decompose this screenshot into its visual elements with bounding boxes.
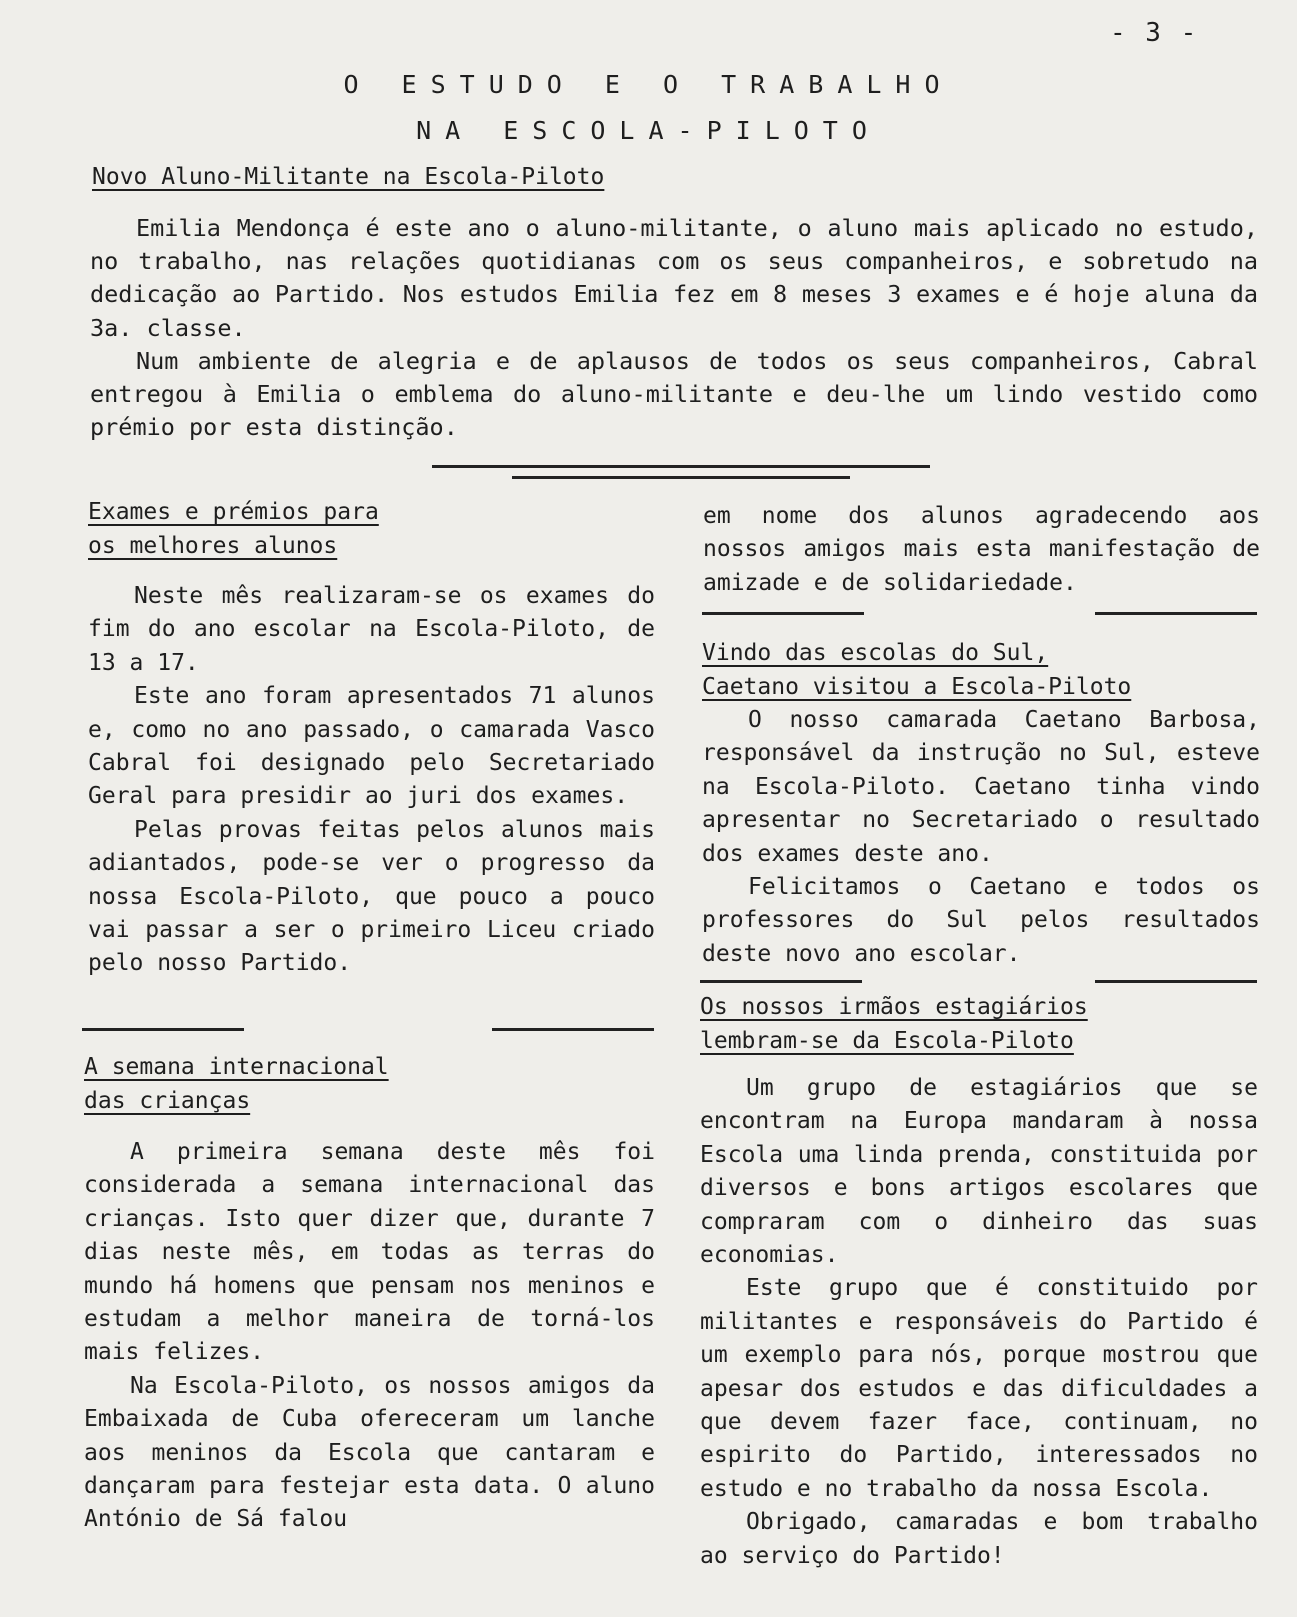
article-1-heading: Novo Aluno-Militante na Escola-Piloto — [92, 164, 605, 190]
article-1-paragraph-2: Num ambiente de alegria e de aplausos de todos os seus companheiros, Cabral entregou à Emilia o emblema do aluno-militante e deu-lhe um lindo vestido como prémio por esta distinção. — [90, 346, 1258, 442]
article-3-paragraph-2: Na Escola-Piloto, os nossos amigos da Embaixada de Cuba ofereceram um lanche aos meninos da Escola que cantaram e dançaram para festejar esta data. O aluno António de Sá falou — [84, 1372, 655, 1533]
column-rule-right-2 — [1095, 612, 1257, 615]
article-2-paragraph-2: Este ano foram apresentados 71 alunos e, como no ano passado, o camarada Vasco Cabral foi designado pelo Secretariado Geral para presidir ao juri dos exames. — [88, 683, 655, 810]
article-2-heading: Exames e prémios para os melhores alunos — [88, 499, 379, 559]
article-3-continuation-text: em nome dos alunos agradecendo aos nossos amigos mais esta manifestação de amizade e de solidariedade. — [703, 503, 1260, 596]
column-rule-left-2 — [492, 1028, 654, 1031]
article-2-paragraph-1: Neste mês realizaram-se os exames do fim do ano escolar na Escola-Piloto, de 13 a 17. — [88, 583, 655, 676]
page-title-line-2: NA ESCOLA-PILOTO — [416, 116, 881, 145]
column-rule-right-4 — [1095, 980, 1257, 983]
article-5-body — [700, 1072, 1258, 1573]
column-rule-right-1 — [702, 612, 864, 615]
column-rule-right-3 — [700, 980, 862, 983]
page-title-line-1: O ESTUDO E O TRABALHO — [343, 70, 954, 99]
article-4-heading: Vindo das escolas do Sul, Caetano visitou a Escola-Piloto — [702, 640, 1132, 700]
page-number: - 3 - — [1110, 18, 1199, 48]
article-3-paragraph-1: A primeira semana deste mês foi considerada a semana internacional das crianças. Isto quer dizer que, durante 7 dias neste mês, em todas as terras do mundo há homens que pensam nos meninos e estudam a melhor maneira de torná-los mais felizes. — [84, 1139, 655, 1366]
article-2-paragraph-3: Pelas provas feitas pelos alunos mais adiantados, pode-se ver o progresso da nossa Escola-Piloto, que pouco a pouco vai passar a ser o primeiro Liceu criado pelo nosso Partido. — [88, 816, 655, 977]
section-divider-bottom — [512, 476, 850, 479]
section-divider-top — [432, 465, 930, 468]
article-3-body — [84, 1136, 655, 1537]
article-1-body — [90, 212, 1258, 444]
article-3-continuation — [703, 500, 1260, 600]
column-rule-left-1 — [82, 1028, 244, 1031]
article-2-body — [88, 580, 655, 981]
article-3-heading: A semana internacional das crianças — [84, 1054, 389, 1114]
article-5-paragraph-2: Este grupo que é constituido por militantes e responsáveis do Partido é um exemplo para nós, porque mostrou que apesar dos estudos e das dificuldades a que devem fazer face, continuam, no espirito do Partido, interessados no estudo e no trabalho da nossa Escola. — [700, 1275, 1258, 1502]
article-4-body — [702, 704, 1260, 971]
article-5-paragraph-1: Um grupo de estagiários que se encontram na Europa mandaram à nossa Escola uma linda prenda, constituida por diversos e bons artigos escolares que compraram com o dinheiro das suas economias. — [700, 1075, 1258, 1269]
article-4-paragraph-1: O nosso camarada Caetano Barbosa, responsável da instrução no Sul, esteve na Escola-Piloto. Caetano tinha vindo apresentar no Secretariado o resultado dos exames deste ano. — [702, 707, 1260, 867]
article-5-paragraph-3: Obrigado, camaradas e bom trabalho ao serviço do Partido! — [700, 1509, 1258, 1569]
article-1-paragraph-1: Emilia Mendonça é este ano o aluno-militante, o aluno mais aplicado no estudo, no trabalho, nas relações quotidianas com os seus companheiros, e sobretudo na dedicação ao Partido. Nos estudos Emilia fez em 8 meses 3 exames e é hoje aluna da 3a. classe. — [90, 214, 1258, 342]
article-4-paragraph-2: Felicitamos o Caetano e todos os professores do Sul pelos resultados deste novo ano escolar. — [702, 874, 1260, 967]
article-5-heading: Os nossos irmãos estagiários lembram-se da Escola-Piloto — [700, 994, 1088, 1054]
